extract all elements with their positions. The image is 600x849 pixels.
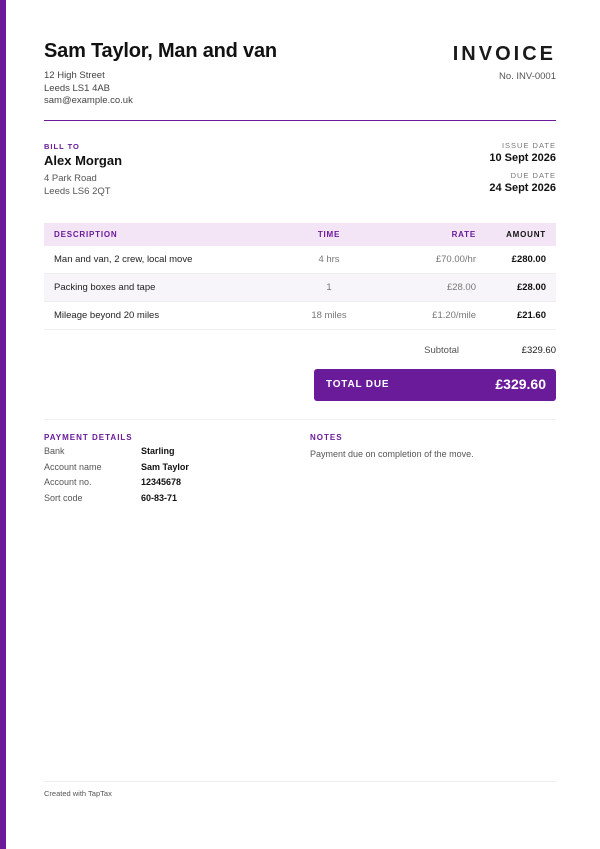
footer-divider (44, 781, 556, 782)
payment-value: 60-83-71 (141, 492, 178, 503)
invoice-page (44, 0, 556, 849)
item-time: 18 miles (311, 310, 347, 321)
header-divider (44, 120, 556, 121)
total-due-box (314, 369, 556, 401)
payment-row (44, 477, 294, 489)
client-address-line: Leeds LS6 2QT (44, 185, 111, 197)
due-date-value: 24 Sept 2026 (489, 182, 556, 194)
subtotal-row (44, 345, 556, 359)
issue-date-value: 10 Sept 2026 (489, 152, 556, 164)
item-rate: £28.00 (446, 282, 476, 293)
notes-title: NOTES (310, 433, 343, 442)
item-description: Mileage beyond 20 miles (54, 310, 160, 321)
item-amount: £280.00 (511, 254, 546, 265)
business-address-line: 12 High Street (44, 70, 105, 81)
business-email: sam@example.co.uk (44, 95, 133, 106)
item-description: Packing boxes and tape (54, 282, 156, 293)
footer-credit: Created with TapTax (44, 789, 112, 798)
total-due-value: £329.60 (495, 376, 546, 392)
invoice-dates (489, 141, 556, 194)
table-row (44, 274, 556, 302)
payment-key: Account no. (44, 477, 92, 487)
business-address (44, 70, 133, 108)
section-divider (44, 419, 556, 420)
item-amount: £28.00 (516, 282, 546, 293)
payment-row (44, 446, 294, 458)
payment-details-title: PAYMENT DETAILS (44, 433, 133, 442)
payment-value: Sam Taylor (141, 461, 189, 472)
notes-text: Payment due on completion of the move. (310, 449, 474, 459)
item-amount: £21.60 (516, 310, 546, 321)
table-header (44, 223, 556, 246)
payment-row (44, 493, 294, 505)
payment-value: Starling (141, 446, 175, 456)
column-header-amount: AMOUNT (506, 230, 546, 239)
item-rate: £1.20/mile (432, 310, 476, 321)
column-header-rate: RATE (451, 230, 476, 239)
item-description: Man and van, 2 crew, local move (54, 254, 193, 265)
client-address (44, 173, 111, 198)
client-address-line: 4 Park Road (44, 173, 97, 184)
total-due-label: TOTAL DUE (326, 379, 390, 390)
client-name: Alex Morgan (44, 153, 123, 168)
invoice-header (44, 40, 556, 120)
invoice-title: INVOICE (452, 43, 556, 65)
business-name: Sam Taylor, Man and van (44, 40, 277, 62)
subtotal-value: £329.60 (521, 345, 556, 356)
column-header-time: TIME (317, 230, 341, 239)
payment-key: Account name (44, 461, 102, 472)
column-header-description: DESCRIPTION (54, 230, 118, 239)
item-time: 1 (326, 282, 332, 293)
accent-bar (0, 0, 6, 849)
issue-date-label: ISSUE DATE (501, 141, 556, 150)
table-row (44, 302, 556, 330)
payment-value: 12345678 (141, 477, 182, 487)
business-address-line: Leeds LS1 4AB (44, 82, 111, 94)
due-date-label: DUE DATE (510, 171, 556, 180)
line-items-table (44, 223, 556, 330)
bill-to-label: BILL TO (44, 142, 80, 151)
notes-section (310, 433, 556, 459)
payment-row (44, 462, 294, 474)
subtotal-label: Subtotal (424, 345, 459, 356)
payment-details (44, 433, 294, 504)
invoice-number: No. INV-0001 (498, 71, 556, 82)
item-time: 4 hrs (318, 254, 340, 265)
payment-key: Bank (44, 446, 65, 456)
item-rate: £70.00/hr (435, 254, 476, 265)
payment-key: Sort code (44, 492, 83, 503)
table-row (44, 246, 556, 274)
